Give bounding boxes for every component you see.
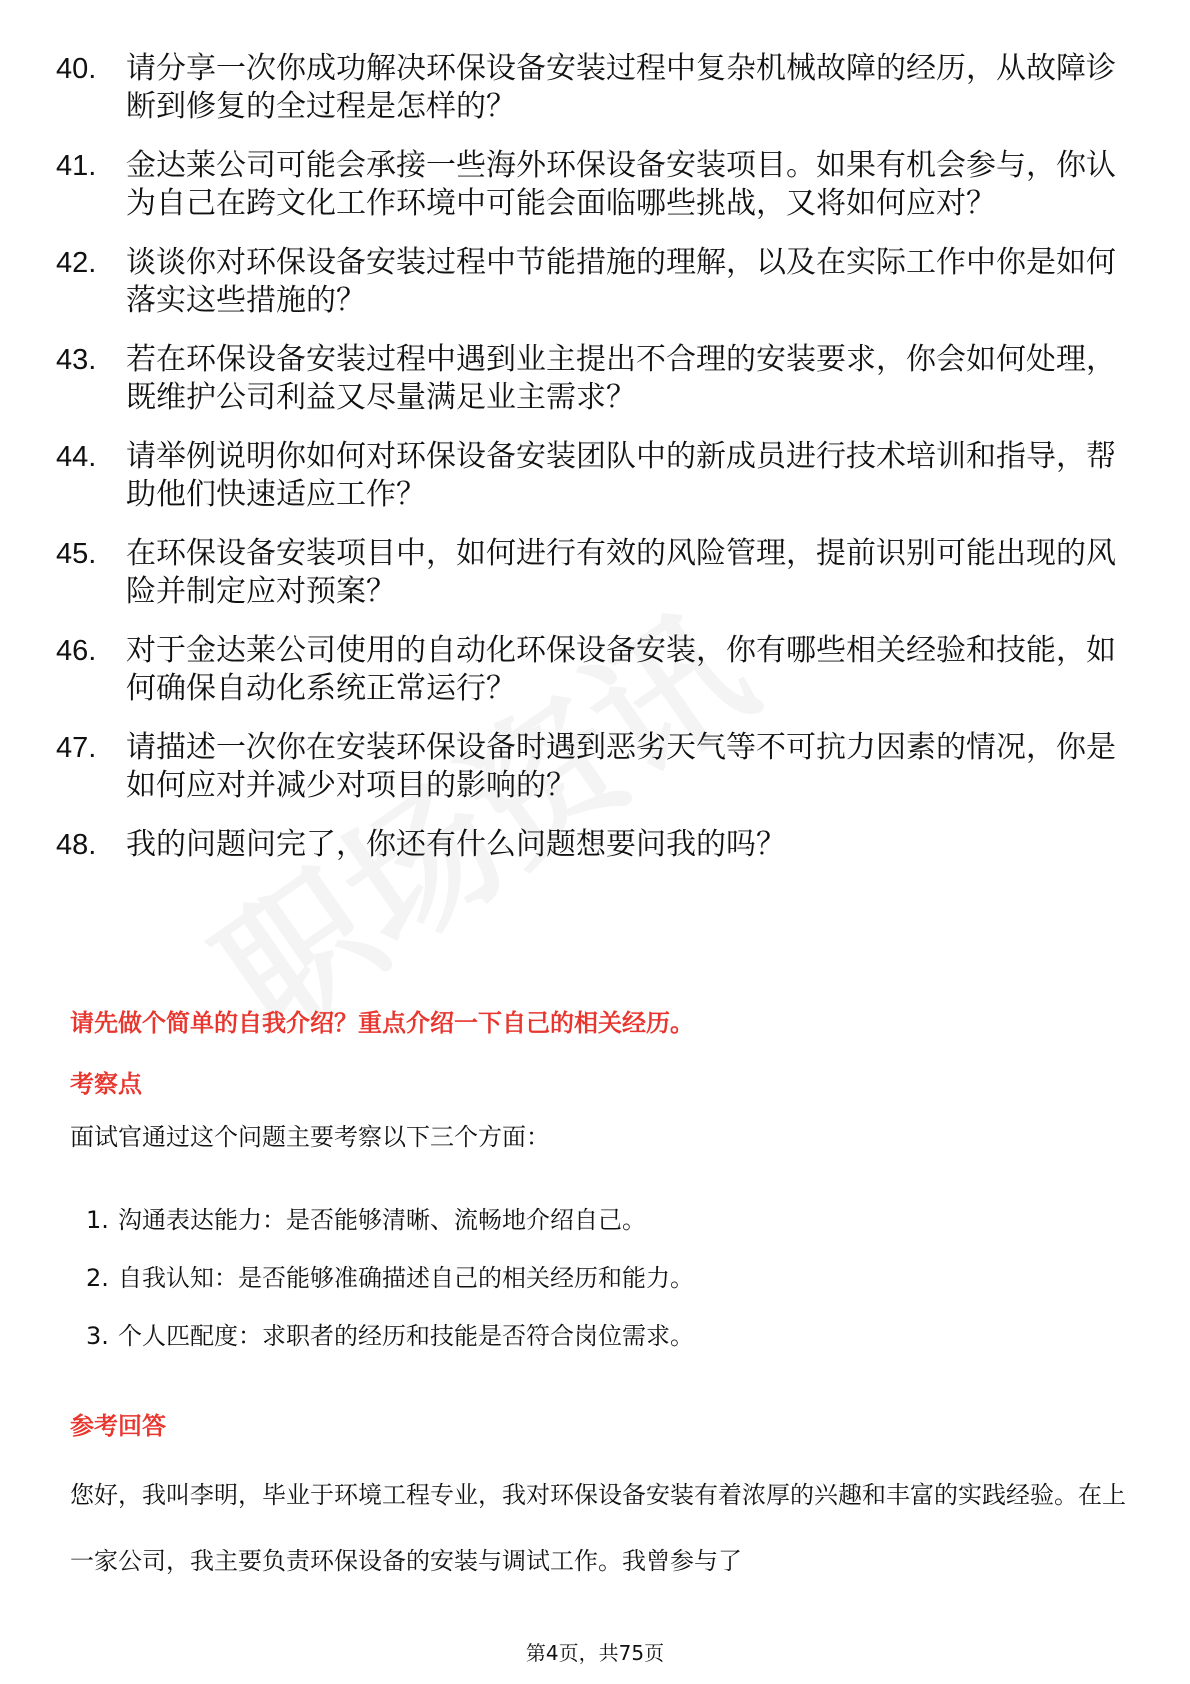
question-text: 请举例说明你如何对环保设备安装团队中的新成员进行技术培训和指导，帮助他们快速适应工作？: [126, 439, 1116, 512]
exam-point-item: [86, 1204, 694, 1262]
reference-answer-text: 您好，我叫李明，毕业于环境工程专业，我对环保设备安装有着浓厚的兴趣和丰富的实践经验。在上一家公司，我主要负责环保设备的安装与调试工作。我曾参与了: [70, 1481, 1126, 1575]
question-item: [56, 826, 1136, 864]
featured-question-heading: 请先做个简单的自我介绍？重点介绍一下自己的相关经历。: [70, 1009, 694, 1037]
question-number: 47.: [56, 732, 97, 764]
question-item: [56, 244, 1136, 320]
question-text: 若在环保设备安装过程中遇到业主提出不合理的安装要求，你会如何处理，既维护公司利益又尽量满足业主需求？: [126, 342, 1116, 415]
exam-point-text: 沟通表达能力：是否能够清晰、流畅地介绍自己。: [118, 1206, 646, 1234]
question-number: 41.: [56, 150, 97, 182]
question-list: [56, 50, 1136, 885]
question-text: 金达莱公司可能会承接一些海外环保设备安装项目。如果有机会参与，你认为自己在跨文化工作环境中可能会面临哪些挑战，又将如何应对？: [126, 148, 1116, 221]
question-text: 在环保设备安装项目中，如何进行有效的风险管理，提前识别可能出现的风险并制定应对预案？: [126, 536, 1116, 609]
exam-point-number: 1.: [86, 1206, 109, 1234]
question-item: [56, 632, 1136, 708]
exam-point-number: 2.: [86, 1264, 109, 1292]
question-text: 谈谈你对环保设备安装过程中节能措施的理解，以及在实际工作中你是如何落实这些措施的？: [126, 245, 1116, 318]
question-item: [56, 147, 1136, 223]
exam-point-number: 3.: [86, 1322, 109, 1350]
question-number: 48.: [56, 829, 97, 861]
question-number: 40.: [56, 53, 97, 85]
question-text: 请描述一次你在安装环保设备时遇到恶劣天气等不可抗力因素的情况，你是如何应对并减少对项目的影响的？: [126, 730, 1116, 803]
exam-points-list: [86, 1204, 694, 1378]
exam-points-title: 考察点: [70, 1070, 142, 1098]
reference-answer-title: 参考回答: [70, 1412, 166, 1440]
exam-point-item: [86, 1320, 694, 1378]
question-number: 45.: [56, 538, 97, 570]
question-item: [56, 50, 1136, 126]
page-footer: 第4页，共75页: [525, 1641, 665, 1665]
question-item: [56, 341, 1136, 417]
question-number: 43.: [56, 344, 97, 376]
exam-point-text: 自我认知：是否能够准确描述自己的相关经历和能力。: [118, 1264, 694, 1292]
question-text: 请分享一次你成功解决环保设备安装过程中复杂机械故障的经历，从故障诊断到修复的全过程是怎样的？: [126, 51, 1116, 124]
question-number: 44.: [56, 441, 97, 473]
exam-point-text: 个人匹配度：求职者的经历和技能是否符合岗位需求。: [118, 1322, 694, 1350]
exam-points-intro: 面试官通过这个问题主要考察以下三个方面：: [70, 1123, 550, 1151]
question-number: 46.: [56, 635, 97, 667]
question-item: [56, 729, 1136, 805]
question-text: 对于金达莱公司使用的自动化环保设备安装，你有哪些相关经验和技能，如何确保自动化系统正常运行？: [126, 633, 1116, 706]
question-item: [56, 535, 1136, 611]
question-number: 42.: [56, 247, 97, 279]
question-text: 我的问题问完了，你还有什么问题想要问我的吗？: [126, 827, 786, 862]
exam-point-item: [86, 1262, 694, 1320]
question-item: [56, 438, 1136, 514]
